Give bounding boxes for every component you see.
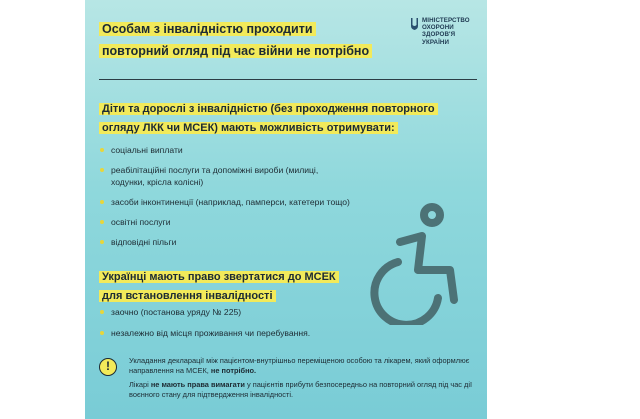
ministry-name-line: ОХОРОНИ [422,24,454,32]
rights-line-1: Українці мають право звертатися до МСЕК [99,271,339,283]
list-item: освітні послуги [99,216,399,228]
divider [99,79,477,80]
trident-icon [410,17,419,31]
title-line-2: повторний огляд під час війни не потрібно [99,44,372,58]
notice-text: Лікарі [129,380,151,389]
list-item: соціальні виплати [99,144,399,156]
benefits-list [99,144,399,256]
ministry-name-line: МІНІСТЕРСТВО [422,17,470,24]
ministry-name-line: УКРАЇНИ [422,38,449,46]
rights-line-2: для встановлення інвалідності [99,290,276,302]
list-item-line: реабілітаційні послуги та допоміжні вироби (милиці, [111,165,319,175]
notice [99,356,479,404]
ministry-logo [410,17,480,46]
list-item-line: ходунки, крісла колісні) [111,177,204,187]
exclamation-icon: ! [99,358,117,376]
list-item: відповідні пільги [99,236,399,248]
notice-paragraph-1 [129,356,479,376]
ways-list [99,306,399,348]
title-line-1: Особам з інвалідністю проходити [99,22,316,36]
list-item: незалежно від місця проживання чи перебування. [99,327,399,339]
ministry-name-line: ЗДОРОВ'Я [422,31,456,39]
list-item: заочно (постанова уряду № 225) [99,306,399,318]
lead-line-2: огляду ЛКК чи МСЕК) мають можливість отримувати: [99,122,398,134]
lead-line-1: Діти та дорослі з інвалідністю (без проходження повторного [99,103,438,115]
poster [85,0,487,419]
notice-text: Укладання декларації між пацієнтом-внутрішньо переміщеною особою та лікарем, який оформлює направлення на МСЕК, [129,356,470,375]
list-item: засоби інконтиненції (наприклад, памперси, катетери тощо) [99,196,399,208]
notice-bold: не потрібно. [210,366,257,375]
list-item [99,164,399,188]
notice-bold: не мають права вимагати [150,380,245,389]
ministry-name [422,17,470,46]
poster-title [99,18,399,62]
rights-heading [99,268,379,306]
notice-text: у пацієнтів прибути безпосередньо на повторний огляд під час дії воєнного стану для підтвердження інвалідності. [129,380,473,399]
lead-heading [99,100,459,138]
notice-paragraph-2 [129,380,479,400]
